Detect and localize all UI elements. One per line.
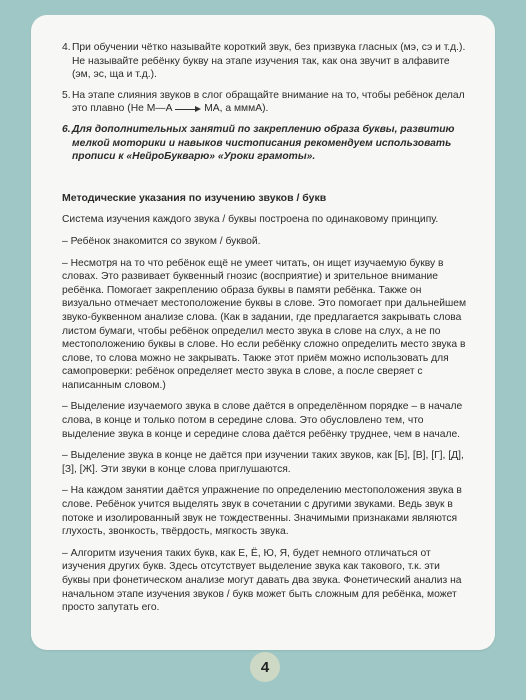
paragraph: – Выделение звука в конце не даётся при изучении таких звуков, как [Б], [В], [Г], [Д], [З], [Ж]. Эти звуки в конце слова приглушаются.: [62, 450, 464, 475]
list-text: [72, 89, 468, 116]
paragraph: – На каждом занятии даётся упражнение по определению местоположения звука в слове. Ребёнок учится выделять звук в сочетании с другими звуками. Ведь звук в потоке и изолированный звук не тождественны. Значимыми признаками являются глухость, звонкость, твёрдость, мягкость звука.: [62, 485, 462, 538]
paragraph: – Алгоритм изучения таких букв, как Е, Ё, Ю, Я, будет немного отличаться от изучения других букв. Здесь отсутствует выделение звука как такового, т.к. эти буквы при фонетическом анализе могут давать два звука. Фонетический анализ на начальном этапе изучения звуков / букв может быть сложным для ребёнка, может просто запутать его.: [62, 547, 462, 614]
list-item-4: [62, 41, 468, 82]
paragraph: – Несмотря на то что ребёнок ещё не умеет читать, он ищет изучаемую букву в словах. Это развивает буквенный гнозис (восприятие) и зрительное внимание ребёнка. Помогает закреплению образа буквы в памяти ребёнка. Также он визуально отмечает местоположение буквы в слове. Это помогает при дальнейшем звуко-буквенном анализе слова. (Как в задании, где предлагается закрывать слова листом бумаги, чтобы ребёнок определил место звука в слове на слух, а не по местоположению буквы в слове. Но если ребёнку сложно определить место звука в слове, то слова можно не закрывать. Также этот приём можно использовать для самопроверки: ребёнок определяет место звука в слове, а после сверяет с написанным словом.): [62, 257, 467, 391]
list-item-6: [62, 123, 468, 164]
arrow-right-icon: [175, 104, 201, 114]
list-number: 4.: [62, 42, 71, 53]
paragraph: Система изучения каждого звука / буквы построена по одинаковому принципу.: [62, 214, 439, 226]
page-content: [62, 41, 468, 623]
list-number: 6.: [62, 123, 71, 135]
list-text-after-arrow: МА, а мммА).: [204, 103, 269, 115]
paragraph: – Ребёнок знакомится со звуком / буквой.: [62, 235, 261, 247]
list-item-5: [62, 89, 468, 116]
page-number: 4: [250, 652, 280, 682]
list-text-before-arrow: На этапе слияния звуков в слог обращайте внимание на то, чтобы ребёнок делал это плавно (Не М—А: [72, 89, 465, 115]
paragraph: – Выделение изучаемого звука в слове даётся в определённом порядке – в начале слова, в конце и только потом в середине слова. Это обусловлено тем, что выделение звука в конце и середине слова даётся ребёнку труднее, чем в начале.: [62, 401, 463, 440]
section-title: Методические указания по изучению звуков / букв: [62, 191, 327, 204]
list-text: При обучении чётко называйте короткий звук, без призвука гласных (мэ, сэ и т.д.). Не называйте ребёнку букву на этапе изучения так, как она звучит в алфавите (эм, эс, ща и т.д.).: [72, 42, 466, 81]
list-text: Для дополнительных занятий по закреплению образа буквы, развитию мелкой моторики и навыков чистописания рекомендуем использовать прописи к «НейроБукварю» «Уроки грамоты».: [72, 123, 455, 163]
list-number: 5.: [62, 89, 71, 101]
